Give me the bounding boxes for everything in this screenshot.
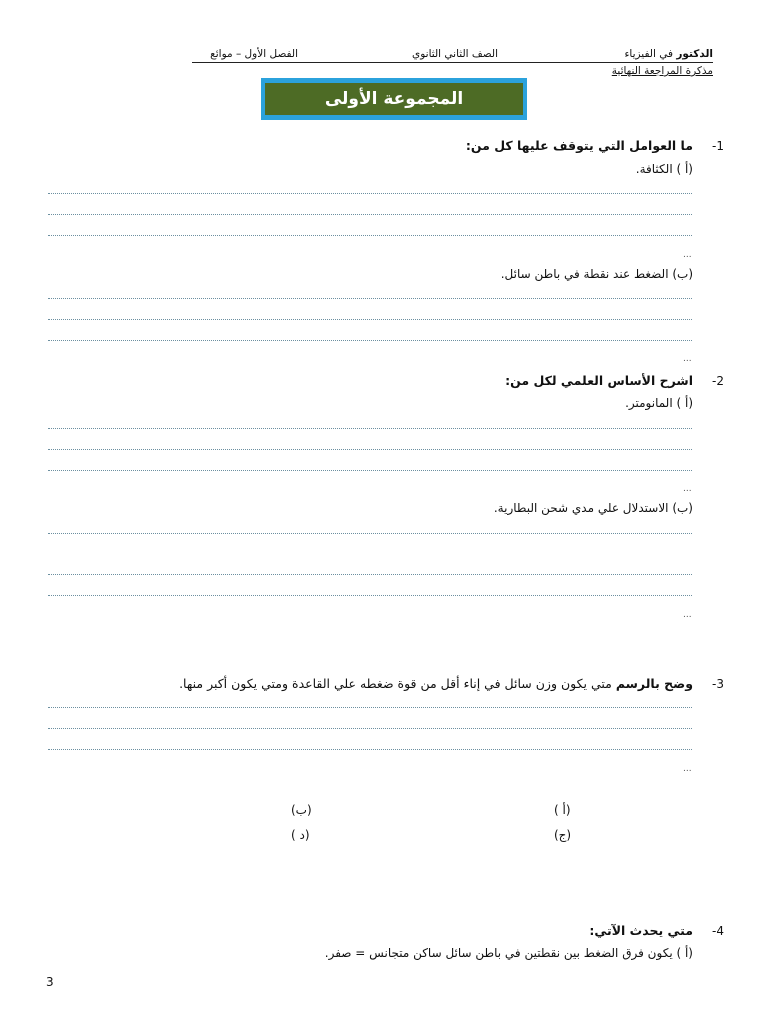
answer-line: [48, 449, 692, 450]
answer-line: [48, 470, 692, 471]
q3-text: [179, 676, 693, 691]
q3-bold: وضح بالرسم: [615, 676, 693, 691]
q1-number: -1: [712, 139, 724, 153]
header-subject-text: في الفيزياء: [624, 48, 674, 60]
header-grade: الصف الثاني الثانوي: [412, 48, 498, 60]
q3-number: -3: [712, 677, 724, 691]
header-rule: [192, 62, 713, 63]
trailing-dots: ...: [683, 250, 692, 260]
q4-text: متي يحدث الآتي:: [589, 923, 693, 938]
q2-text: اشرح الأساس العلمي لكل من:: [505, 373, 693, 388]
answer-line: [48, 428, 692, 429]
trailing-dots: ...: [683, 354, 692, 364]
group-title: المجموعة الأولى: [265, 83, 523, 115]
q4-a: (أ ) يكون فرق الضغط بين نقطتين في باطن سائل ساكن متجانس = صفر.: [324, 946, 693, 960]
page-number: 3: [46, 975, 54, 989]
answer-line: [48, 214, 692, 215]
q1-b: (ب) الضغط عند نقطة في باطن سائل.: [500, 267, 693, 281]
answer-line: [48, 728, 692, 729]
trailing-dots: ...: [683, 764, 692, 774]
header-memo: مذكرة المراجعة النهائية: [611, 65, 713, 77]
header-subject: [624, 48, 713, 60]
header-chapter: الفصل الأول – موائع: [210, 48, 298, 60]
answer-line: [48, 595, 692, 596]
q2-b: (ب) الاستدلال علي مدي شحن البطارية.: [493, 501, 693, 515]
answer-line: [48, 235, 692, 236]
q2-a: (أ ) المانومتر.: [625, 396, 693, 410]
q3-label-a: (أ ): [554, 803, 571, 817]
answer-line: [48, 319, 692, 320]
answer-line: [48, 340, 692, 341]
answer-line: [48, 574, 692, 575]
answer-line: [48, 707, 692, 708]
answer-line: [48, 533, 692, 534]
q3-label-b: (ب): [291, 803, 312, 817]
q1-a: (أ ) الكثافة.: [635, 162, 693, 176]
q4-number: -4: [712, 924, 724, 938]
answer-line: [48, 298, 692, 299]
header-doctor-label: الدكتور: [676, 48, 713, 60]
answer-line: [48, 193, 692, 194]
group-title-box: [261, 78, 527, 120]
trailing-dots: ...: [683, 610, 692, 620]
trailing-dots: ...: [683, 484, 692, 494]
answer-line: [48, 749, 692, 750]
q3-label-c: (ج): [554, 828, 572, 842]
q3-body: متي يكون وزن سائل في إناء أقل من قوة ضغطه علي القاعدة ومتي يكون أكبر منها.: [179, 676, 616, 691]
q2-number: -2: [712, 374, 724, 388]
q3-label-d: (د ): [291, 828, 310, 842]
q1-text: ما العوامل التي يتوقف عليها كل من:: [465, 138, 693, 153]
